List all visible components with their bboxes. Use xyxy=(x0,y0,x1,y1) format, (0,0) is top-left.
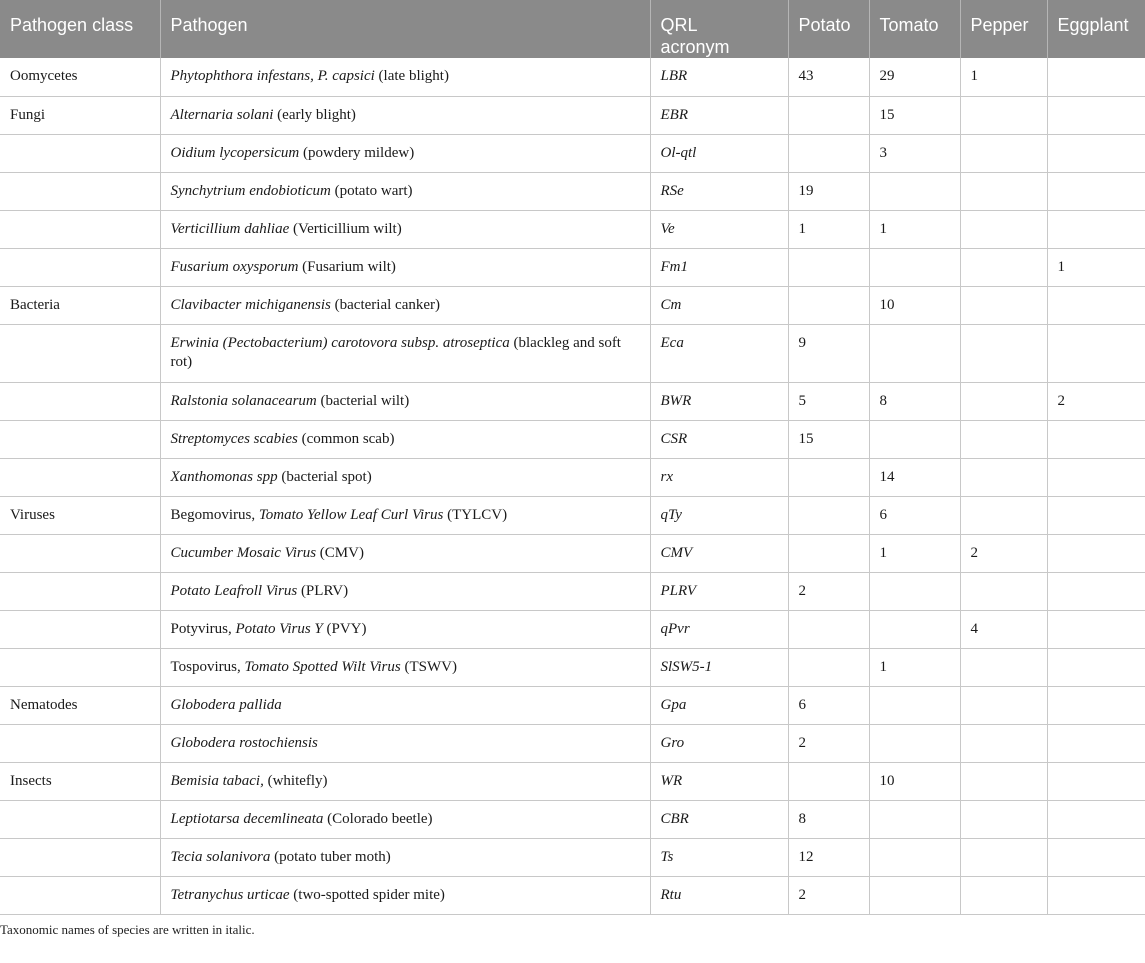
cell-tomato xyxy=(869,420,960,458)
cell-eggplant xyxy=(1047,572,1145,610)
pathogen-note: (late blight) xyxy=(374,68,449,84)
header-qrl-acronym xyxy=(650,0,788,58)
pathogen-taxon: Tecia solanivora xyxy=(170,848,271,865)
cell-qrl-acronym: Gpa xyxy=(650,686,788,724)
pathogen-taxon: Xanthomonas spp xyxy=(170,468,278,485)
cell-potato: 6 xyxy=(788,686,869,724)
cell-eggplant xyxy=(1047,210,1145,248)
pathogen-taxon: Alternaria solani xyxy=(170,106,274,123)
cell-pathogen-class: Fungi xyxy=(0,96,160,134)
cell-pathogen-class: Insects xyxy=(0,762,160,800)
cell-pathogen-class: Bacteria xyxy=(0,286,160,324)
pathogen-note: (potato wart) xyxy=(330,182,413,199)
cell-potato xyxy=(788,96,869,134)
cell-pathogen-class xyxy=(0,458,160,496)
cell-qrl-acronym: Fm1 xyxy=(650,248,788,286)
cell-potato xyxy=(788,286,869,324)
header-pepper: Pepper xyxy=(960,0,1047,58)
pathogen-note: (PVY) xyxy=(322,620,367,637)
cell-potato: 5 xyxy=(788,382,869,420)
cell-pathogen-class xyxy=(0,876,160,914)
cell-eggplant xyxy=(1047,496,1145,534)
pathogen-taxon: Globodera rostochiensis xyxy=(170,734,318,751)
cell-eggplant xyxy=(1047,838,1145,876)
pathogen-taxon: Tomato Spotted Wilt Virus xyxy=(244,658,401,675)
cell-tomato xyxy=(869,800,960,838)
cell-eggplant xyxy=(1047,686,1145,724)
cell-qrl-acronym: CSR xyxy=(650,420,788,458)
cell-potato xyxy=(788,534,869,572)
cell-pathogen xyxy=(160,838,650,876)
cell-qrl-acronym: Cm xyxy=(650,286,788,324)
cell-tomato xyxy=(869,724,960,762)
cell-pepper xyxy=(960,134,1047,172)
cell-pathogen-class xyxy=(0,724,160,762)
header-eggplant: Eggplant xyxy=(1047,0,1145,58)
pathogen-taxon: Clavibacter michiganensis xyxy=(170,296,331,313)
pathogen-taxon: Oidium lycopersicum xyxy=(170,144,300,161)
cell-qrl-acronym: qPvr xyxy=(650,610,788,648)
cell-pathogen xyxy=(160,458,650,496)
cell-pepper xyxy=(960,248,1047,286)
pathogen-note: (two-spotted spider mite) xyxy=(289,886,445,903)
cell-pathogen xyxy=(160,58,650,96)
pathogen-taxon: Tetranychus urticae xyxy=(170,886,290,903)
cell-pepper xyxy=(960,382,1047,420)
cell-eggplant xyxy=(1047,458,1145,496)
cell-pathogen-class xyxy=(0,534,160,572)
cell-pathogen-class xyxy=(0,324,160,382)
cell-eggplant xyxy=(1047,610,1145,648)
pathogen-note: (PLRV) xyxy=(297,582,349,599)
table-row xyxy=(0,420,1145,458)
pathogen-taxon: Cucumber Mosaic Virus xyxy=(170,544,317,561)
cell-tomato: 10 xyxy=(869,762,960,800)
cell-pepper xyxy=(960,762,1047,800)
pathogen-taxon: Streptomyces scabies xyxy=(170,430,298,447)
cell-qrl-acronym: Ol-qtl xyxy=(650,134,788,172)
cell-eggplant xyxy=(1047,172,1145,210)
pathogen-note: Tospovirus, xyxy=(170,658,245,675)
cell-qrl-acronym: Ts xyxy=(650,838,788,876)
cell-potato xyxy=(788,648,869,686)
table-body xyxy=(0,58,1145,914)
cell-tomato: 1 xyxy=(869,534,960,572)
cell-tomato xyxy=(869,686,960,724)
cell-tomato xyxy=(869,838,960,876)
cell-pathogen xyxy=(160,762,650,800)
table-row xyxy=(0,496,1145,534)
cell-pathogen xyxy=(160,420,650,458)
cell-eggplant xyxy=(1047,324,1145,382)
cell-pepper xyxy=(960,458,1047,496)
cell-pathogen-class: Oomycetes xyxy=(0,58,160,96)
cell-pepper: 4 xyxy=(960,610,1047,648)
cell-qrl-acronym: BWR xyxy=(650,382,788,420)
cell-pathogen xyxy=(160,324,650,382)
cell-qrl-acronym: SlSW5-1 xyxy=(650,648,788,686)
cell-potato: 9 xyxy=(788,324,869,382)
cell-tomato: 10 xyxy=(869,286,960,324)
cell-pathogen xyxy=(160,172,650,210)
table-row xyxy=(0,876,1145,914)
pathogen-note: (whitefly) xyxy=(263,772,328,789)
cell-potato xyxy=(788,248,869,286)
pathogen-taxon: Globodera pallida xyxy=(170,696,282,713)
cell-pathogen-class: Viruses xyxy=(0,496,160,534)
pathogen-taxon: Verticillium dahliae xyxy=(170,220,290,237)
pathogen-note: (powdery mildew) xyxy=(299,144,415,161)
cell-potato: 1 xyxy=(788,210,869,248)
cell-pepper: 1 xyxy=(960,58,1047,96)
cell-pepper xyxy=(960,96,1047,134)
header-potato: Potato xyxy=(788,0,869,58)
cell-pepper xyxy=(960,496,1047,534)
table-row xyxy=(0,210,1145,248)
cell-potato: 8 xyxy=(788,800,869,838)
cell-eggplant xyxy=(1047,134,1145,172)
cell-tomato xyxy=(869,610,960,648)
pathogen-taxon: Synchytrium endobioticum xyxy=(170,182,331,199)
pathogen-note: (common scab) xyxy=(297,430,395,447)
pathogen-note: (Colorado beetle) xyxy=(323,810,433,827)
pathogen-note: (blackleg and soft rot) xyxy=(170,334,621,370)
cell-eggplant xyxy=(1047,534,1145,572)
cell-pathogen-class xyxy=(0,420,160,458)
cell-eggplant xyxy=(1047,286,1145,324)
table-row xyxy=(0,58,1145,96)
pathogen-taxon: Leptiotarsa decemlineata xyxy=(170,810,324,827)
cell-qrl-acronym: LBR xyxy=(650,58,788,96)
cell-qrl-acronym: EBR xyxy=(650,96,788,134)
cell-potato xyxy=(788,610,869,648)
cell-pathogen xyxy=(160,572,650,610)
cell-qrl-acronym: CBR xyxy=(650,800,788,838)
cell-pathogen xyxy=(160,496,650,534)
cell-pathogen xyxy=(160,96,650,134)
cell-tomato: 1 xyxy=(869,648,960,686)
pathogen-note: (CMV) xyxy=(316,544,364,561)
cell-pepper xyxy=(960,686,1047,724)
pathogen-note: (bacterial canker) xyxy=(330,296,440,313)
cell-tomato xyxy=(869,172,960,210)
cell-eggplant xyxy=(1047,648,1145,686)
cell-pathogen xyxy=(160,382,650,420)
cell-tomato xyxy=(869,572,960,610)
pathogen-taxon: Potato Virus Y xyxy=(235,620,323,637)
cell-tomato: 3 xyxy=(869,134,960,172)
cell-pepper: 2 xyxy=(960,534,1047,572)
table-row xyxy=(0,96,1145,134)
cell-tomato xyxy=(869,324,960,382)
pathogen-note: (early blight) xyxy=(273,106,356,123)
header-pathogen-class: Pathogen class xyxy=(0,0,160,58)
pathogen-taxon: Potato Leafroll Virus xyxy=(170,582,298,599)
cell-eggplant xyxy=(1047,762,1145,800)
cell-pepper xyxy=(960,648,1047,686)
cell-qrl-acronym: PLRV xyxy=(650,572,788,610)
table-row xyxy=(0,382,1145,420)
header-row xyxy=(0,0,1145,58)
pathogen-note: (Fusarium wilt) xyxy=(298,258,396,275)
cell-qrl-acronym: qTy xyxy=(650,496,788,534)
cell-pepper xyxy=(960,838,1047,876)
pathogen-taxon: Tomato Yellow Leaf Curl Virus xyxy=(258,506,444,523)
cell-tomato: 1 xyxy=(869,210,960,248)
table-row xyxy=(0,800,1145,838)
cell-pathogen-class xyxy=(0,800,160,838)
cell-pathogen xyxy=(160,286,650,324)
pathogen-note: Begomovirus, xyxy=(170,506,259,523)
cell-qrl-acronym: CMV xyxy=(650,534,788,572)
table-row xyxy=(0,172,1145,210)
table-row xyxy=(0,572,1145,610)
pathogen-taxon: Phytophthora infestans, P. capsici xyxy=(170,68,375,84)
cell-tomato: 8 xyxy=(869,382,960,420)
table-row xyxy=(0,610,1145,648)
cell-pathogen xyxy=(160,134,650,172)
cell-tomato: 6 xyxy=(869,496,960,534)
cell-pathogen xyxy=(160,610,650,648)
cell-potato: 2 xyxy=(788,876,869,914)
pathogen-taxon: Erwinia (Pectobacterium) carotovora subsp. atroseptica xyxy=(170,334,510,351)
cell-potato: 2 xyxy=(788,724,869,762)
cell-tomato: 14 xyxy=(869,458,960,496)
table-row xyxy=(0,324,1145,382)
pathogen-note: (potato tuber moth) xyxy=(270,848,391,865)
cell-eggplant: 2 xyxy=(1047,382,1145,420)
cell-pepper xyxy=(960,324,1047,382)
cell-tomato: 29 xyxy=(869,58,960,96)
cell-tomato xyxy=(869,876,960,914)
cell-potato: 19 xyxy=(788,172,869,210)
cell-eggplant xyxy=(1047,420,1145,458)
cell-pepper xyxy=(960,572,1047,610)
table-row xyxy=(0,724,1145,762)
cell-pathogen xyxy=(160,248,650,286)
cell-tomato: 15 xyxy=(869,96,960,134)
pathogen-note: (TSWV) xyxy=(400,658,457,675)
cell-potato: 43 xyxy=(788,58,869,96)
table-row xyxy=(0,248,1145,286)
table-row xyxy=(0,134,1145,172)
cell-eggplant xyxy=(1047,724,1145,762)
cell-qrl-acronym: Rtu xyxy=(650,876,788,914)
pathogen-taxon: Fusarium oxysporum xyxy=(170,258,299,275)
cell-pathogen-class xyxy=(0,572,160,610)
cell-qrl-acronym: RSe xyxy=(650,172,788,210)
pathogen-note: (TYLCV) xyxy=(443,506,508,523)
pathogen-note: Potyvirus, xyxy=(170,620,236,637)
cell-pepper xyxy=(960,800,1047,838)
table-row xyxy=(0,686,1145,724)
cell-tomato xyxy=(869,248,960,286)
header-qrl-acronym-text: QRL acronym xyxy=(660,15,730,57)
cell-pathogen xyxy=(160,724,650,762)
cell-pathogen xyxy=(160,648,650,686)
cell-pepper xyxy=(960,876,1047,914)
cell-eggplant xyxy=(1047,800,1145,838)
cell-pepper xyxy=(960,724,1047,762)
cell-eggplant xyxy=(1047,876,1145,914)
header-pathogen: Pathogen xyxy=(160,0,650,58)
cell-eggplant xyxy=(1047,96,1145,134)
cell-pepper xyxy=(960,210,1047,248)
cell-potato xyxy=(788,496,869,534)
cell-qrl-acronym: Eca xyxy=(650,324,788,382)
cell-pepper xyxy=(960,172,1047,210)
cell-qrl-acronym: Ve xyxy=(650,210,788,248)
cell-eggplant: 1 xyxy=(1047,248,1145,286)
table-row xyxy=(0,286,1145,324)
cell-pathogen-class xyxy=(0,210,160,248)
pathogen-taxon: Bemisia tabaci, xyxy=(170,772,264,789)
cell-potato xyxy=(788,134,869,172)
table-row xyxy=(0,458,1145,496)
table-row xyxy=(0,534,1145,572)
table-row xyxy=(0,838,1145,876)
cell-pathogen-class: Nematodes xyxy=(0,686,160,724)
header-tomato: Tomato xyxy=(869,0,960,58)
table-row xyxy=(0,648,1145,686)
cell-potato: 15 xyxy=(788,420,869,458)
pathogen-note: (Verticillium wilt) xyxy=(289,220,402,237)
cell-pathogen xyxy=(160,686,650,724)
cell-pathogen-class xyxy=(0,248,160,286)
cell-qrl-acronym: WR xyxy=(650,762,788,800)
cell-pathogen xyxy=(160,800,650,838)
pathogen-note: (bacterial wilt) xyxy=(316,392,410,409)
cell-qrl-acronym: rx xyxy=(650,458,788,496)
cell-potato xyxy=(788,762,869,800)
cell-pathogen-class xyxy=(0,838,160,876)
cell-pepper xyxy=(960,420,1047,458)
pathogen-note: (bacterial spot) xyxy=(277,468,372,485)
cell-pathogen-class xyxy=(0,382,160,420)
cell-potato xyxy=(788,458,869,496)
cell-potato: 2 xyxy=(788,572,869,610)
pathogen-taxon: Ralstonia solanacearum xyxy=(170,392,317,409)
cell-pathogen-class xyxy=(0,172,160,210)
cell-eggplant xyxy=(1047,58,1145,96)
cell-potato: 12 xyxy=(788,838,869,876)
cell-pathogen-class xyxy=(0,610,160,648)
cell-pathogen-class xyxy=(0,648,160,686)
cell-pepper xyxy=(960,286,1047,324)
cell-pathogen-class xyxy=(0,134,160,172)
table-row xyxy=(0,762,1145,800)
cell-pathogen xyxy=(160,210,650,248)
cell-pathogen xyxy=(160,876,650,914)
table-footnote: Taxonomic names of species are written in italic. xyxy=(0,921,255,937)
cell-qrl-acronym: Gro xyxy=(650,724,788,762)
cell-pathogen xyxy=(160,534,650,572)
